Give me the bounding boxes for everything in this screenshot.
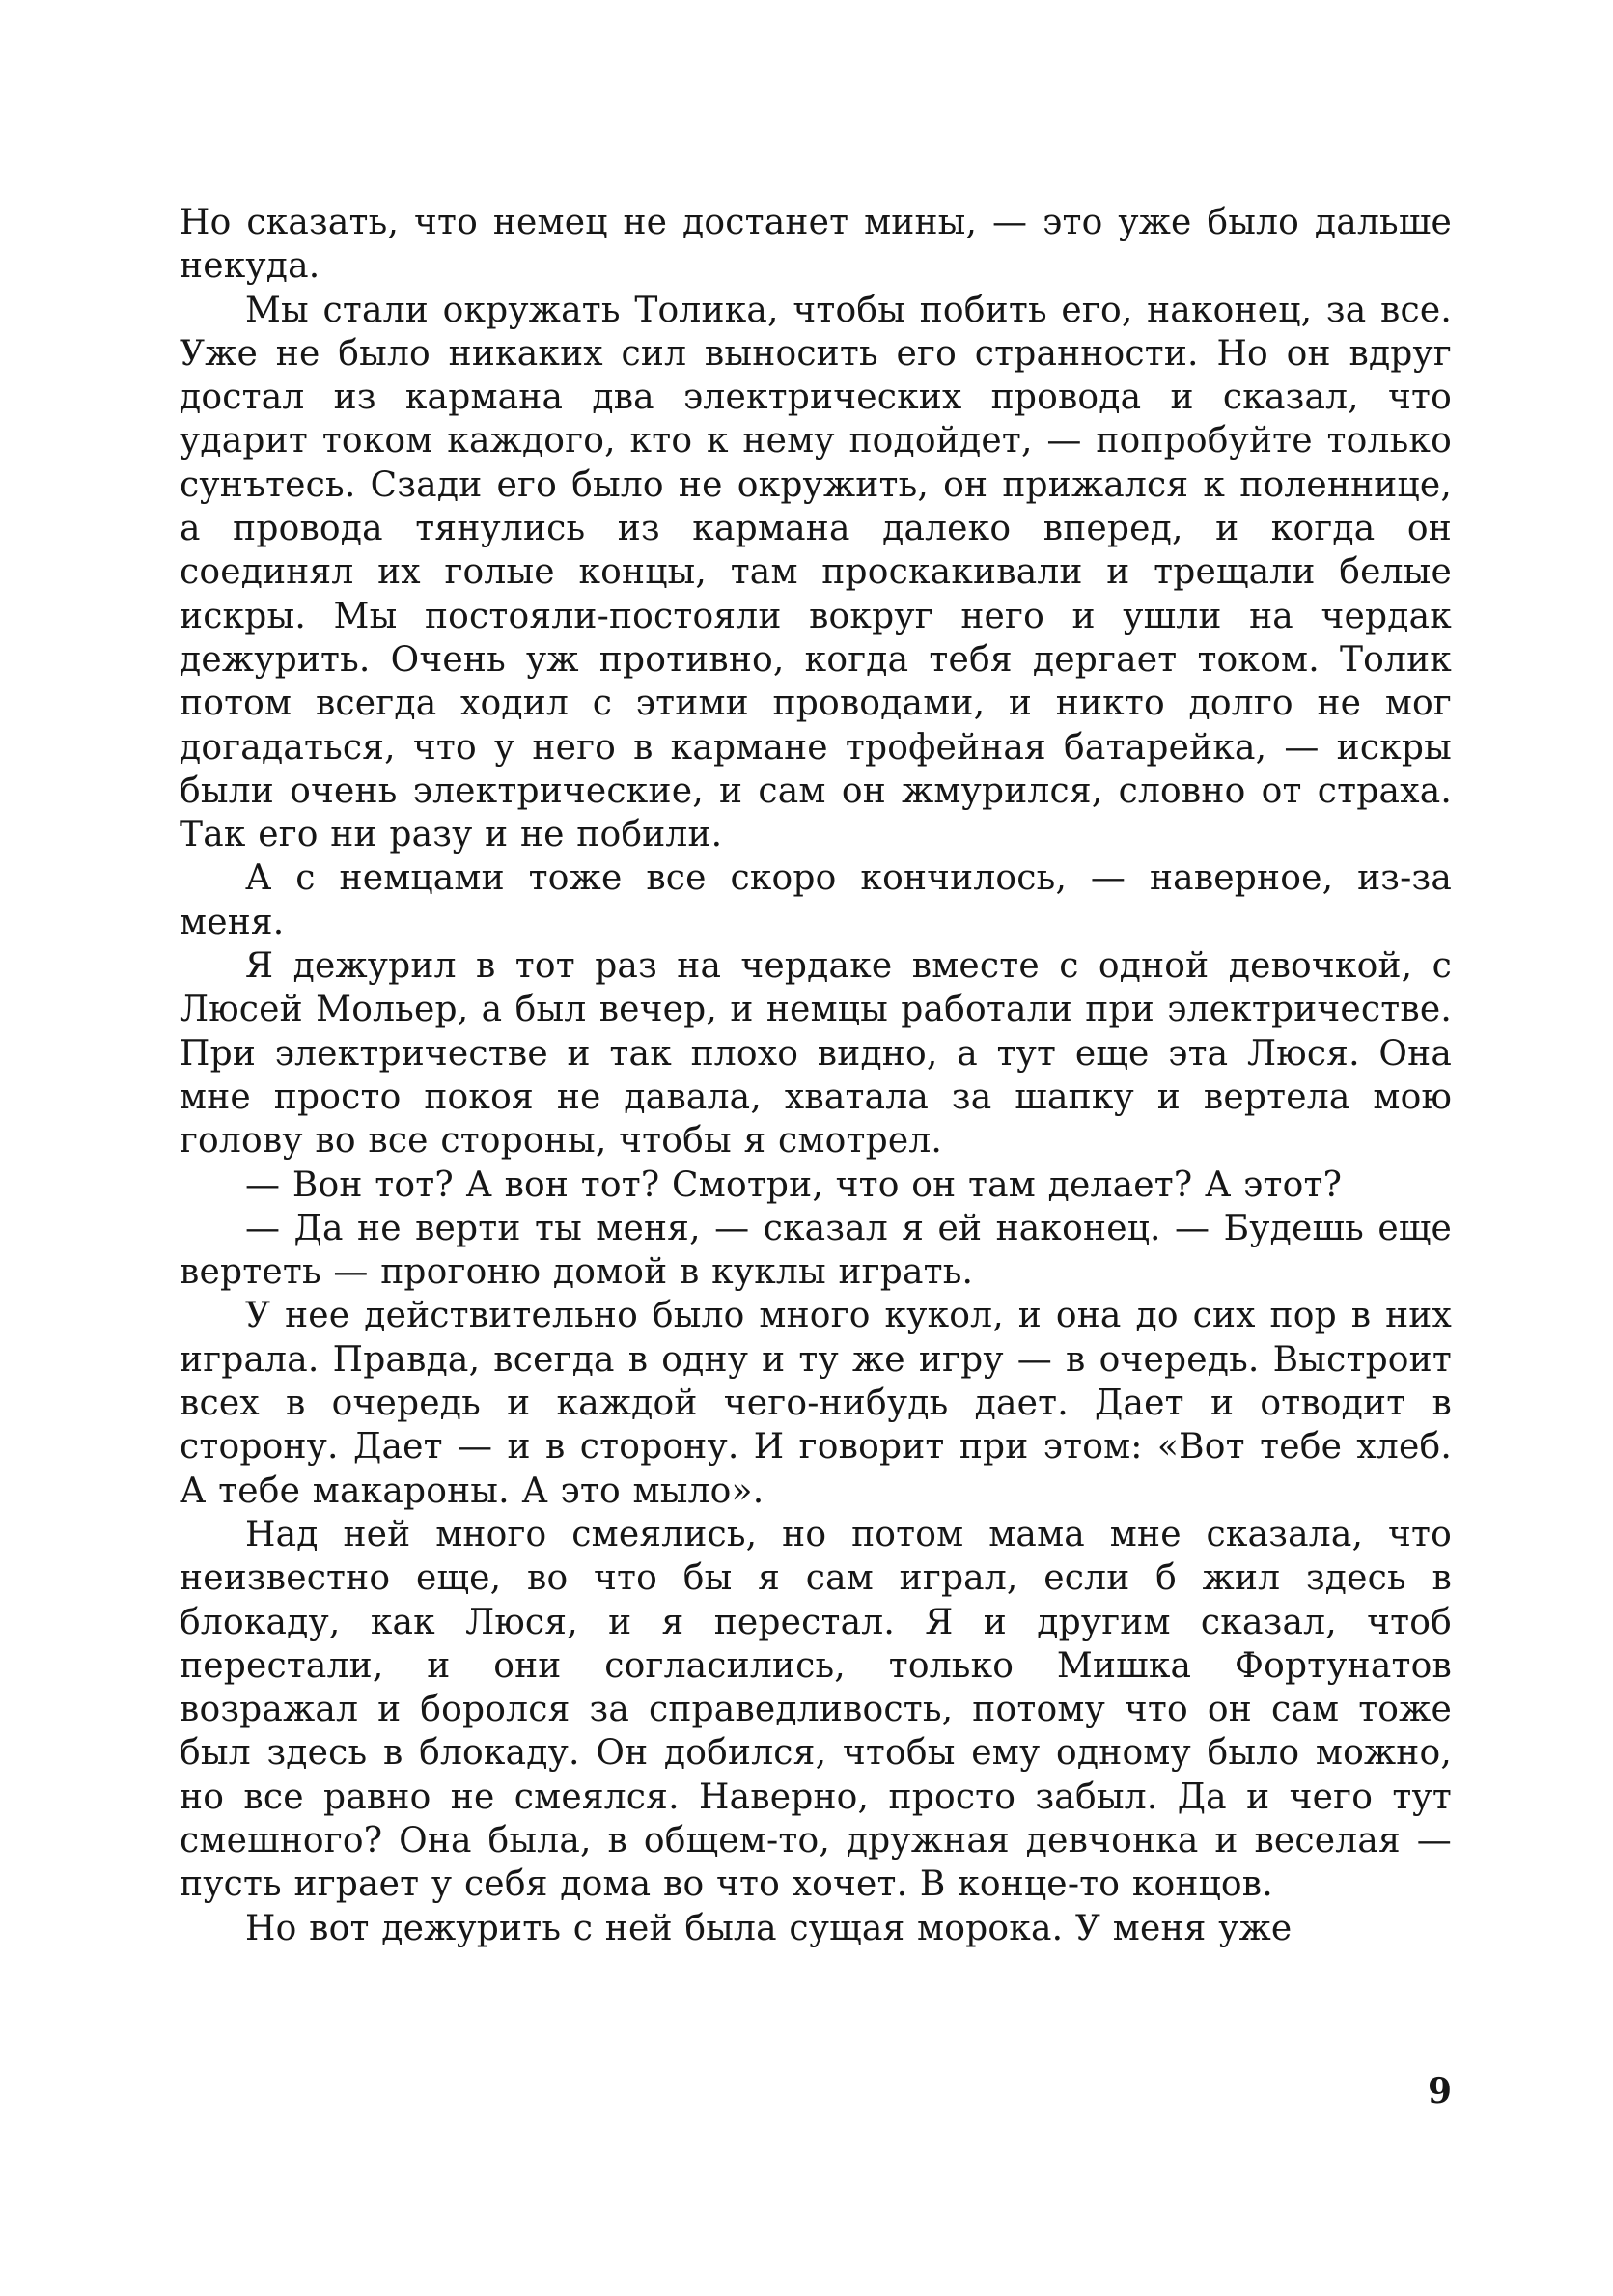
paragraph-1: Но сказать, что немец не достанет мины, — это уже было дальше некуда.: [180, 203, 1452, 287]
paragraph-7: У нее действительно было много кукол, и она до сих пор в них играла. Правда, всегда в одну и ту же игру — в очередь. Выстроит всех в очередь и каждой чего-нибудь дает. Дает и отводит в сторону. Дает — и в сторону. И говорит при этом: «Вот тебе хлеб. А тебе макароны. А это мыло».: [180, 1296, 1452, 1511]
paragraph-9: Но вот дежурить с ней была сущая морока. У меня уже: [245, 1908, 1293, 1948]
page-number: 9: [1427, 2071, 1452, 2112]
paragraph-8: Над ней много смеялись, но потом мама мне сказала, что неизвестно еще, во что бы я сам играл, если б жил здесь в блокаду, как Люся, и я перестал. Я и другим сказал, чтоб перестали, и они согласились, только Мишка Фортунатов возражал и боролся за справедливость, потому что он сам тоже был здесь в блокаду. Он добился, чтобы ему одному было можно, но все равно не смеялся. Наверно, просто забыл. Да и чего тут смешного? Она была, в общем-то, дружная девчонка и веселая — пусть играет у себя дома во что хочет. В конце-то концов.: [180, 1514, 1452, 1905]
body-text: [180, 201, 1452, 1950]
paragraph-4: Я дежурил в тот раз на чердаке вместе с одной девочкой, с Люсей Мольер, а был вечер, и немцы работали при электричестве. При электричестве и так плохо видно, а тут еще эта Люся. Она мне просто покоя не давала, хватала за шапку и вертела мою голову во все стороны, чтобы я смотрел.: [180, 946, 1452, 1162]
dialogue-line-1: — Вон тот? А вон тот? Смотри, что он там делает? А этот?: [245, 1164, 1343, 1205]
paragraph-2: Мы стали окружать Толика, чтобы побить его, наконец, за все. Уже не было никаких сил выносить его странности. Но он вдруг достал из кармана два электрических провода и сказал, что ударит током каждого, кто к нему подойдет, — попробуйте только сунътесь. Сзади его было не окружить, он прижался к поленнице, а провода тянулись из кармана далеко вперед, и когда он соединял их голые концы, там проскакивали и трещали белые искры. Мы постояли-постояли вокруг него и ушли на чердак дежурить. Очень уж противно, когда тебя дергает током. Толик потом всегда ходил с этими проводами, и никто долго не мог догадаться, что у него в кармане трофейная батарейка, — искры были очень электрические, и сам он жмурился, словно от страха. Так его ни разу и не побили.: [180, 290, 1452, 855]
paragraph-3: А с немцами тоже все скоро кончилось, — наверное, из-за меня.: [180, 858, 1452, 942]
dialogue-line-2: — Да не верти ты меня, — сказал я ей наконец. — Будешь еще вертеть — прогоню домой в куклы играть.: [180, 1208, 1452, 1293]
